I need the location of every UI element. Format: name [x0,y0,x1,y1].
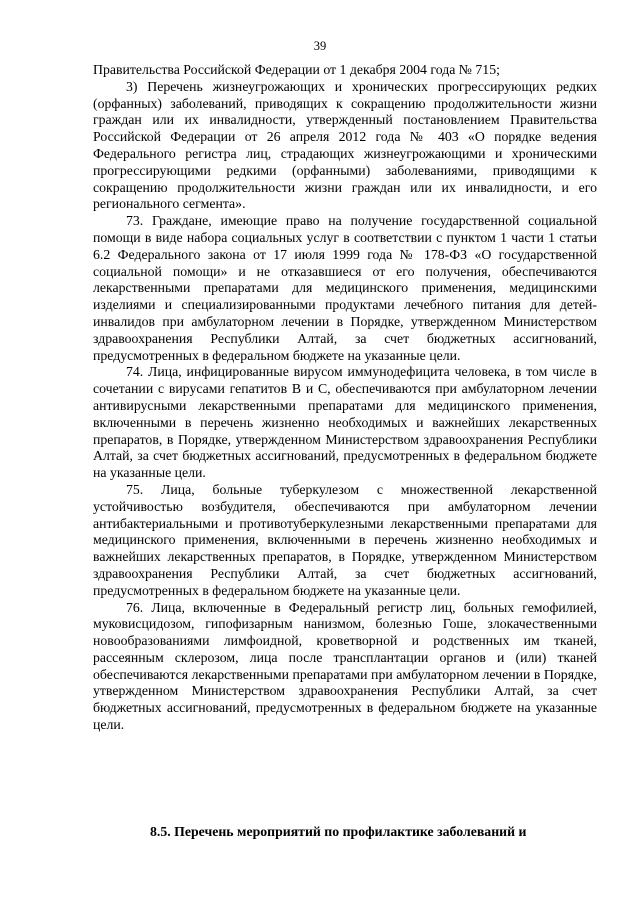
paragraph-item-3: 3) Перечень жизнеугрожающих и хронических прогрессирующих редких (орфанных) заболеваний, приводящих к сокращению продолжительности жизни граждан или их инвалидности, утвержденный постановлением Правительства Российской Федерации от 26 апреля 2012 года № 403 «О порядке ведения Федерального регистра лиц, страдающих жизнеугрожающими и хроническими прогрессирующими редкими (орфанными) заболеваниями, приводящими к сокращению продолжительности жизни граждан или их инвалидности, и его регионального сегмента». [93,78,597,212]
section-heading: 8.5. Перечень мероприятий по профилактике заболеваний и [150,824,527,839]
paragraph-item-74: 74. Лица, инфицированные вирусом иммунодефицита человека, в том числе в сочетании с вирусами гепатитов B и C, обеспечиваются при амбулаторном лечении антивирусными лекарственными препаратами для медицинского применения, включенными в перечень жизненно необходимых и важнейших лекарственных препаратов, в Порядке, утвержденном Министерством здравоохранения Республики Алтай, за счет бюджетных ассигнований, предусмотренных в федеральном бюджете на указанные цели. [93,364,597,481]
paragraph-item-76: 76. Лица, включенные в Федеральный регистр лиц, больных гемофилией, муковисцидозом, гипофизарным нанизмом, болезнью Гоше, злокачественными новообразованиями лимфоидной, кроветворной и родственных им тканей, рассеянным склерозом, лица после трансплантации органов и (или) тканей обеспечиваются лекарственными препаратами при амбулаторном лечении в Порядке, утвержденном Министерством здравоохранения Республики Алтай, за счет бюджетных ассигнований, предусмотренных в федеральном бюджете на указанные цели. [93,599,597,733]
page-number: 39 [313,39,327,53]
paragraph-item-75: 75. Лица, больные туберкулезом с множественной лекарственной устойчивостью возбудителя, обеспечиваются при амбулаторном лечении антибактериальными и противотуберкулезными лекарственными препаратами для медицинского применения, включенными в перечень жизненно необходимых и важнейших лекарственных препаратов, в Порядке, утвержденном Министерством здравоохранения Республики Алтай, за счет бюджетных ассигнований, предусмотренных в федеральном бюджете на указанные цели. [93,481,597,598]
paragraph-item-73: 73. Граждане, имеющие право на получение государственной социальной помощи в виде набора социальных услуг в соответствии с пунктом 1 части 1 статьи 6.2 Федерального закона от 17 июля 1999 года № 178-ФЗ «О государственной социальной помощи» и не отказавшиеся от его получения, обеспечиваются лекарственными препаратами для медицинского применения, медицинскими изделиями и специализированными продуктами лечебного питания для детей-инвалидов при амбулаторном лечении в Порядке, утвержденном Министерством здравоохранения Республики Алтай, за счет бюджетных ассигнований, предусмотренных в федеральном бюджете на указанные цели. [93,213,597,363]
document-body [93,62,597,734]
paragraph-continuation: Правительства Российской Федерации от 1 декабря 2004 года № 715; [93,62,500,77]
